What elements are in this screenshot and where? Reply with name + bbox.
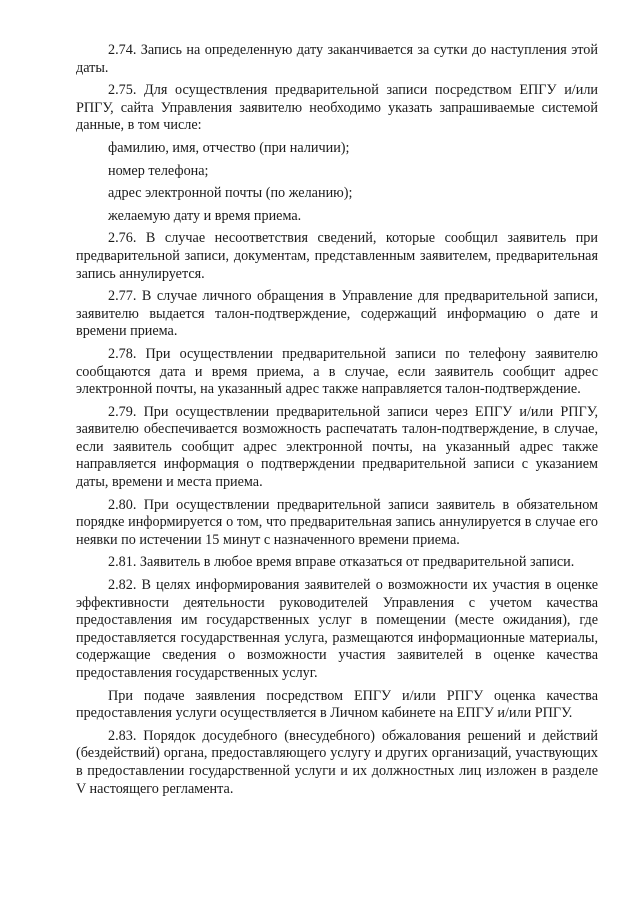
paragraph-2-74: 2.74. Запись на определенную дату заканчивается за сутки до наступления этой даты.	[76, 42, 598, 76]
document-page	[76, 42, 598, 803]
paragraph-2-81: 2.81. Заявитель в любое время вправе отказаться от предварительной записи.	[108, 554, 575, 571]
paragraph-2-79: 2.79. При осуществлении предварительной записи через ЕПГУ и/или РПГУ, заявителю обеспечивается возможность распечатать талон-подтверждение, в случае, если заявитель сообщит адрес электронной почты, на указанный адрес также направляется информация о подтверждении предварительной записи с указанием даты, времени и места приема.	[76, 403, 598, 491]
paragraph-epgu-rating: При подаче заявления посредством ЕПГУ и/или РПГУ оценка качества предоставления услуги осуществляется в Личном кабинете на ЕПГУ и/или РПГУ.	[76, 687, 598, 722]
list-item: фамилию, имя, отчество (при наличии);	[108, 139, 350, 156]
paragraph-2-80: 2.80. При осуществлении предварительной записи заявитель в обязательном порядке информируется о том, что предварительная запись аннулируется в случае его неявки по истечении 15 минут с назначенного времени приема.	[76, 496, 598, 548]
paragraph-2-78: 2.78. При осуществлении предварительной записи по телефону заявителю сообщаются дата и время приема, а в случае, если заявитель сообщит адрес электронной почты, на указанный адрес также направляется талон-подтверждение.	[76, 345, 598, 398]
list-item: желаемую дату и время приема.	[108, 207, 302, 224]
paragraph-2-75: 2.75. Для осуществления предварительной записи посредством ЕПГУ и/или РПГУ, сайта Управления заявителю необходимо указать запрашиваемые системой данные, в том числе:	[76, 82, 598, 134]
paragraph-2-82: 2.82. В целях информирования заявителей о возможности их участия в оценке эффективности деятельности руководителей Управления с учетом качества предоставления им государственных услуг в помещении (месте ожидания), где предоставляется государственная услуга, размещаются информационные материалы, содержащие сведения о возможности участия заявителей в оценке качества предоставления государственных услуг.	[76, 577, 598, 681]
paragraph-2-83: 2.83. Порядок досудебного (внесудебного) обжалования решений и действий (бездействий) органа, предоставляющего услугу и других организаций, участвующих в предоставлении государственной услуги и их должностных лиц изложен в разделе V настоящего регламента.	[76, 727, 598, 797]
list-item: адрес электронной почты (по желанию);	[108, 185, 353, 202]
paragraph-2-77: 2.77. В случае личного обращения в Управление для предварительной записи, заявителю выдается талон-подтверждение, содержащий информацию о дате и времени приема.	[76, 288, 598, 340]
paragraph-2-76: 2.76. В случае несоответствия сведений, которые сообщил заявитель при предварительной записи, документам, представленным заявителем, предварительная запись аннулируется.	[76, 230, 598, 282]
list-item: номер телефона;	[108, 162, 209, 179]
